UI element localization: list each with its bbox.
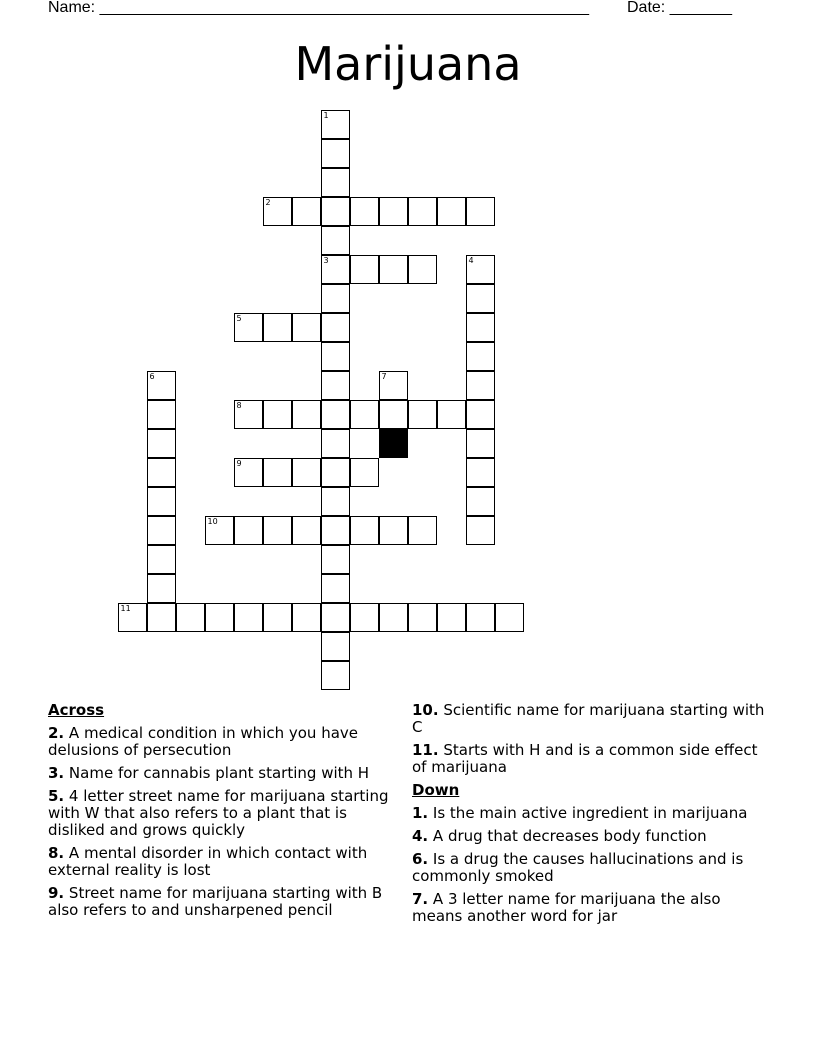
grid-cell[interactable] (350, 516, 379, 545)
date-field-label: Date: _______ (627, 0, 732, 16)
grid-block (379, 429, 408, 458)
grid-cell[interactable] (147, 516, 176, 545)
cell-number: 5 (236, 314, 242, 323)
grid-cell[interactable] (321, 545, 350, 574)
grid-cell[interactable] (292, 458, 321, 487)
across-clue-2 (48, 725, 408, 759)
grid-cell[interactable] (321, 371, 350, 400)
across-clue-5 (48, 788, 408, 839)
clues-left-column (48, 702, 408, 925)
clue-number: 9. (48, 884, 65, 902)
clue-text: Scientific name for marijuana starting with C (412, 701, 765, 736)
clue-text: A medical condition in which you have delusions of persecution (48, 724, 359, 759)
cell-number: 1 (323, 111, 329, 120)
grid-cell[interactable] (147, 487, 176, 516)
grid-cell[interactable] (321, 110, 350, 139)
grid-cell[interactable] (321, 661, 350, 690)
grid-cell[interactable] (350, 255, 379, 284)
grid-cell[interactable] (379, 255, 408, 284)
page-title: Marijuana (294, 37, 522, 91)
down-heading: Down (412, 781, 460, 799)
grid-cell[interactable] (292, 516, 321, 545)
grid-cell[interactable] (408, 255, 437, 284)
grid-cell[interactable] (466, 371, 495, 400)
grid-cell[interactable] (263, 400, 292, 429)
cell-number: 10 (207, 517, 218, 526)
clue-number: 11. (412, 741, 439, 759)
grid-cell[interactable] (234, 313, 263, 342)
clue-number: 3. (48, 764, 65, 782)
grid-cell[interactable] (292, 197, 321, 226)
down-clue-7 (412, 891, 772, 925)
clue-number: 4. (412, 827, 429, 845)
grid-cell[interactable] (466, 255, 495, 284)
grid-cell[interactable] (234, 400, 263, 429)
grid-cell[interactable] (437, 603, 466, 632)
grid-cell[interactable] (263, 516, 292, 545)
cell-number: 6 (149, 372, 155, 381)
clue-number: 8. (48, 844, 65, 862)
grid-cell[interactable] (147, 545, 176, 574)
grid-cell[interactable] (263, 603, 292, 632)
grid-cell[interactable] (147, 400, 176, 429)
grid-cell[interactable] (466, 342, 495, 371)
grid-cell[interactable] (350, 458, 379, 487)
grid-cell[interactable] (408, 197, 437, 226)
grid-cell[interactable] (147, 371, 176, 400)
grid-cell[interactable] (321, 574, 350, 603)
grid-cell[interactable] (321, 168, 350, 197)
grid-cell[interactable] (379, 400, 408, 429)
clue-text: Is a drug the causes hallucinations and is commonly smoked (412, 850, 744, 885)
clue-text: Street name for marijuana starting with B also refers to and unsharpened pencil (48, 884, 383, 919)
clue-number: 6. (412, 850, 429, 868)
grid-cell[interactable] (205, 603, 234, 632)
grid-cell[interactable] (263, 197, 292, 226)
grid-cell[interactable] (147, 458, 176, 487)
clue-text: 4 letter street name for marijuana starting with W that also refers to a plant that is disliked and grows quickly (48, 787, 389, 839)
grid-cell[interactable] (321, 632, 350, 661)
grid-cell[interactable] (466, 400, 495, 429)
grid-cell[interactable] (321, 516, 350, 545)
grid-cell[interactable] (379, 197, 408, 226)
grid-cell[interactable] (321, 487, 350, 516)
grid-cell[interactable] (350, 603, 379, 632)
down-clue-1 (412, 805, 772, 822)
down-clue-6 (412, 851, 772, 885)
grid-cell[interactable] (379, 603, 408, 632)
grid-cell[interactable] (321, 284, 350, 313)
clue-number: 2. (48, 724, 65, 742)
cell-number: 2 (265, 198, 271, 207)
clue-text: Is the main active ingredient in marijuana (432, 804, 748, 822)
clues-right-column (412, 702, 772, 931)
grid-cell[interactable] (321, 342, 350, 371)
grid-cell[interactable] (118, 603, 147, 632)
grid-cell[interactable] (321, 603, 350, 632)
cell-number: 7 (381, 372, 387, 381)
across-heading: Across (48, 701, 105, 719)
grid-cell[interactable] (495, 603, 524, 632)
grid-cell[interactable] (292, 400, 321, 429)
across-clue-11 (412, 742, 772, 776)
grid-cell[interactable] (234, 603, 263, 632)
grid-cell[interactable] (408, 400, 437, 429)
clue-text: A mental disorder in which contact with external reality is lost (48, 844, 368, 879)
clue-number: 10. (412, 701, 439, 719)
across-clue-3 (48, 765, 408, 782)
clue-text: Starts with H and is a common side effect of marijuana (412, 741, 758, 776)
grid-cell[interactable] (466, 429, 495, 458)
clue-text: A drug that decreases body function (432, 827, 707, 845)
cell-number: 4 (468, 256, 474, 265)
grid-cell[interactable] (466, 313, 495, 342)
grid-cell[interactable] (321, 313, 350, 342)
grid-cell[interactable] (466, 487, 495, 516)
across-clue-8 (48, 845, 408, 879)
grid-cell[interactable] (350, 400, 379, 429)
grid-cell[interactable] (263, 458, 292, 487)
grid-cell[interactable] (263, 313, 292, 342)
grid-cell[interactable] (350, 197, 379, 226)
clue-text: Name for cannabis plant starting with H (68, 764, 370, 782)
grid-cell[interactable] (176, 603, 205, 632)
grid-cell[interactable] (466, 197, 495, 226)
grid-cell[interactable] (321, 139, 350, 168)
cell-number: 3 (323, 256, 329, 265)
grid-cell[interactable] (379, 516, 408, 545)
clue-text: A 3 letter name for marijuana the also means another word for jar (412, 890, 721, 925)
grid-cell[interactable] (292, 313, 321, 342)
clue-number: 1. (412, 804, 429, 822)
grid-cell[interactable] (466, 284, 495, 313)
grid-cell[interactable] (147, 429, 176, 458)
grid-cell[interactable] (437, 400, 466, 429)
grid-cell[interactable] (408, 603, 437, 632)
cell-number: 11 (120, 604, 131, 613)
grid-cell[interactable] (466, 458, 495, 487)
down-clue-4 (412, 828, 772, 845)
grid-cell[interactable] (408, 516, 437, 545)
across-clue-9 (48, 885, 408, 919)
grid-cell[interactable] (321, 255, 350, 284)
cell-number: 8 (236, 401, 242, 410)
grid-cell[interactable] (321, 458, 350, 487)
grid-cell[interactable] (205, 516, 234, 545)
name-field-label: Name: _______________________________________________________ (48, 0, 589, 16)
grid-cell[interactable] (321, 429, 350, 458)
grid-cell[interactable] (321, 197, 350, 226)
grid-cell[interactable] (437, 197, 466, 226)
grid-cell[interactable] (466, 516, 495, 545)
grid-cell[interactable] (321, 400, 350, 429)
grid-cell[interactable] (234, 516, 263, 545)
grid-cell[interactable] (379, 371, 408, 400)
clue-number: 5. (48, 787, 65, 805)
grid-cell[interactable] (234, 458, 263, 487)
grid-cell[interactable] (147, 603, 176, 632)
grid-cell[interactable] (321, 226, 350, 255)
cell-number: 9 (236, 459, 242, 468)
grid-cell[interactable] (147, 574, 176, 603)
across-clue-10 (412, 702, 772, 736)
grid-cell[interactable] (292, 603, 321, 632)
grid-cell[interactable] (466, 603, 495, 632)
clue-number: 7. (412, 890, 429, 908)
